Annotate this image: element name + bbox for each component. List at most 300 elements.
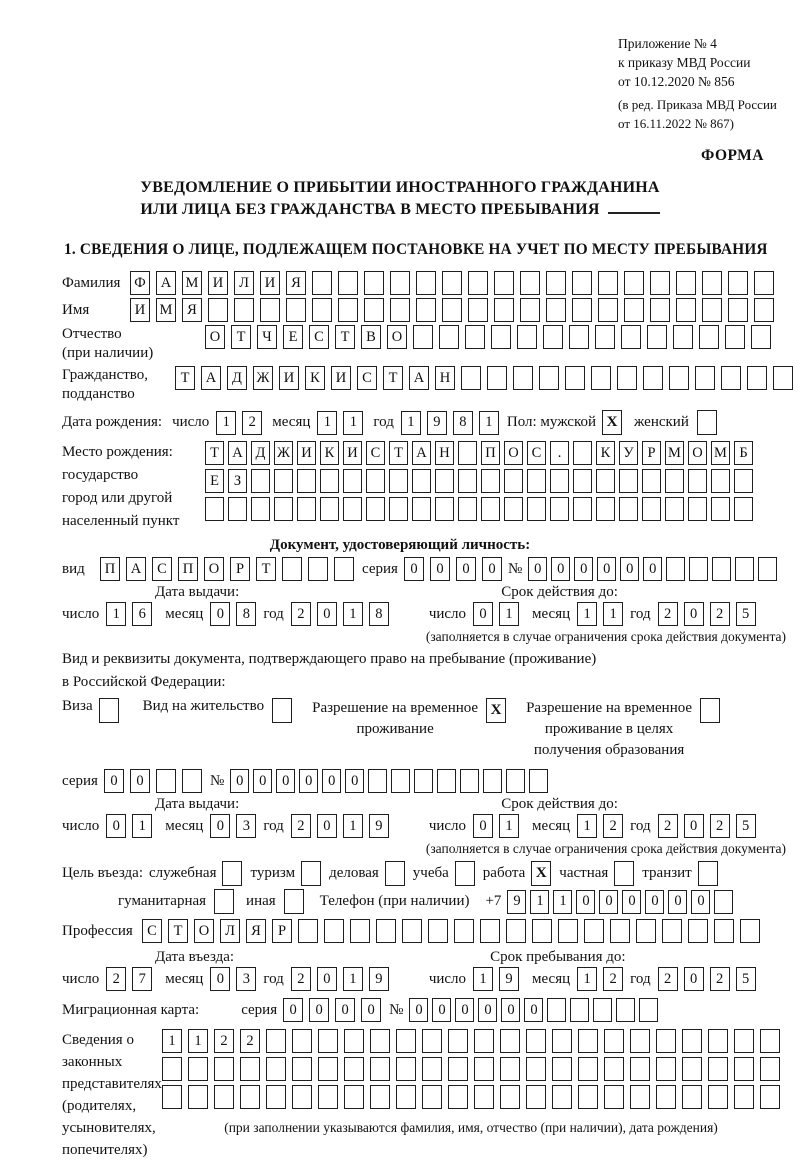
char-cell[interactable]: П	[178, 557, 198, 581]
char-cell[interactable]: 0	[309, 998, 329, 1022]
char-cell[interactable]	[460, 769, 479, 793]
char-cell[interactable]: 5	[736, 814, 756, 838]
char-cell[interactable]	[546, 298, 566, 322]
char-cell[interactable]: И	[343, 441, 362, 465]
char-cell[interactable]	[282, 557, 302, 581]
char-cell[interactable]	[292, 1057, 312, 1081]
birth-month-cells[interactable]	[317, 411, 363, 435]
char-cell[interactable]: 8	[236, 602, 256, 626]
char-cell[interactable]	[689, 557, 708, 581]
char-cell[interactable]: 5	[736, 602, 756, 626]
char-cell[interactable]	[708, 1057, 728, 1081]
char-cell[interactable]: 0	[299, 769, 318, 793]
char-cell[interactable]	[308, 557, 328, 581]
char-cell[interactable]	[286, 298, 306, 322]
char-cell[interactable]	[370, 1029, 390, 1053]
char-cell[interactable]	[543, 325, 563, 349]
char-cell[interactable]	[688, 469, 707, 493]
char-cell[interactable]	[402, 919, 422, 943]
char-cell[interactable]	[593, 998, 612, 1022]
transit-checkbox[interactable]	[698, 861, 718, 886]
char-cell[interactable]	[688, 919, 708, 943]
char-cell[interactable]	[320, 469, 339, 493]
char-cell[interactable]	[550, 469, 569, 493]
char-cell[interactable]	[208, 298, 228, 322]
char-cell[interactable]	[260, 298, 280, 322]
char-cell[interactable]: 0	[106, 814, 126, 838]
migration-series-cells[interactable]	[283, 998, 381, 1022]
char-cell[interactable]	[665, 497, 684, 521]
stay-series-cells[interactable]	[104, 769, 202, 793]
char-cell[interactable]	[728, 271, 748, 295]
char-cell[interactable]: М	[156, 298, 176, 322]
work-checkbox[interactable]: X	[531, 861, 551, 886]
char-cell[interactable]: М	[711, 441, 730, 465]
char-cell[interactable]	[412, 497, 431, 521]
char-cell[interactable]	[458, 497, 477, 521]
char-cell[interactable]: 0	[622, 890, 641, 914]
char-cell[interactable]: Л	[234, 271, 254, 295]
char-cell[interactable]	[494, 298, 514, 322]
char-cell[interactable]	[413, 325, 433, 349]
char-cell[interactable]: Е	[283, 325, 303, 349]
char-cell[interactable]	[725, 325, 745, 349]
char-cell[interactable]	[573, 441, 592, 465]
char-cell[interactable]	[458, 469, 477, 493]
doc-issue-month-cells[interactable]	[210, 602, 256, 626]
char-cell[interactable]	[506, 769, 525, 793]
char-cell[interactable]: 0	[130, 769, 150, 793]
char-cell[interactable]	[474, 1085, 494, 1109]
char-cell[interactable]	[364, 298, 384, 322]
char-cell[interactable]	[474, 1029, 494, 1053]
char-cell[interactable]	[396, 1057, 416, 1081]
char-cell[interactable]: 0	[430, 557, 450, 581]
char-cell[interactable]	[240, 1085, 260, 1109]
char-cell[interactable]: 0	[691, 890, 710, 914]
char-cell[interactable]: 0	[643, 557, 662, 581]
char-cell[interactable]	[448, 1085, 468, 1109]
char-cell[interactable]	[214, 1085, 234, 1109]
char-cell[interactable]	[491, 325, 511, 349]
char-cell[interactable]: Р	[642, 441, 661, 465]
char-cell[interactable]: 8	[453, 411, 473, 435]
char-cell[interactable]	[740, 919, 760, 943]
char-cell[interactable]: 2	[291, 602, 311, 626]
char-cell[interactable]: 0	[276, 769, 295, 793]
stay-until-month-cells[interactable]	[577, 967, 623, 991]
char-cell[interactable]: Б	[734, 441, 753, 465]
char-cell[interactable]	[665, 469, 684, 493]
char-cell[interactable]: 6	[132, 602, 152, 626]
char-cell[interactable]: И	[260, 271, 280, 295]
char-cell[interactable]	[370, 1057, 390, 1081]
firstname-cells[interactable]	[130, 298, 774, 322]
char-cell[interactable]	[573, 469, 592, 493]
char-cell[interactable]: 0	[317, 967, 337, 991]
char-cell[interactable]	[650, 271, 670, 295]
char-cell[interactable]: 0	[253, 769, 272, 793]
char-cell[interactable]	[412, 469, 431, 493]
char-cell[interactable]	[624, 271, 644, 295]
char-cell[interactable]: 0	[283, 998, 303, 1022]
char-cell[interactable]	[596, 497, 615, 521]
other-checkbox[interactable]	[284, 889, 304, 914]
char-cell[interactable]	[448, 1057, 468, 1081]
char-cell[interactable]: 1	[343, 814, 363, 838]
char-cell[interactable]	[647, 325, 667, 349]
char-cell[interactable]: 0	[528, 557, 547, 581]
char-cell[interactable]	[712, 557, 731, 581]
char-cell[interactable]	[343, 469, 362, 493]
official-checkbox[interactable]	[222, 861, 242, 886]
char-cell[interactable]: 1	[577, 814, 597, 838]
char-cell[interactable]	[439, 325, 459, 349]
birth-day-cells[interactable]	[216, 411, 262, 435]
char-cell[interactable]: 1	[473, 967, 493, 991]
study-checkbox[interactable]	[455, 861, 475, 886]
char-cell[interactable]	[676, 271, 696, 295]
char-cell[interactable]: 0	[599, 890, 618, 914]
char-cell[interactable]	[578, 1085, 598, 1109]
char-cell[interactable]: 0	[478, 998, 497, 1022]
char-cell[interactable]	[529, 769, 548, 793]
char-cell[interactable]	[504, 497, 523, 521]
char-cell[interactable]: Ж	[253, 366, 273, 390]
char-cell[interactable]	[711, 497, 730, 521]
char-cell[interactable]	[604, 1057, 624, 1081]
char-cell[interactable]: 2	[242, 411, 262, 435]
birthplace-row1-cells[interactable]	[205, 441, 753, 465]
char-cell[interactable]	[344, 1085, 364, 1109]
char-cell[interactable]	[435, 497, 454, 521]
char-cell[interactable]: З	[228, 469, 247, 493]
stay-issue-month-cells[interactable]	[210, 814, 256, 838]
char-cell[interactable]	[552, 1057, 572, 1081]
migration-number-cells[interactable]	[409, 998, 658, 1022]
char-cell[interactable]	[517, 325, 537, 349]
private-checkbox[interactable]	[614, 861, 634, 886]
char-cell[interactable]	[390, 298, 410, 322]
char-cell[interactable]	[578, 1029, 598, 1053]
char-cell[interactable]	[162, 1057, 182, 1081]
char-cell[interactable]: 0	[317, 602, 337, 626]
char-cell[interactable]	[513, 366, 533, 390]
char-cell[interactable]: 1	[317, 411, 337, 435]
char-cell[interactable]	[569, 325, 589, 349]
char-cell[interactable]	[656, 1029, 676, 1053]
char-cell[interactable]: 8	[369, 602, 389, 626]
char-cell[interactable]: А	[156, 271, 176, 295]
doc-series-cells[interactable]	[404, 557, 502, 581]
char-cell[interactable]: 0	[404, 557, 424, 581]
char-cell[interactable]	[312, 298, 332, 322]
char-cell[interactable]: 0	[456, 557, 476, 581]
humanitarian-checkbox[interactable]	[214, 889, 234, 914]
char-cell[interactable]	[527, 497, 546, 521]
char-cell[interactable]: В	[361, 325, 381, 349]
char-cell[interactable]: 2	[710, 602, 730, 626]
birthplace-row3-cells[interactable]	[205, 497, 753, 521]
char-cell[interactable]	[422, 1085, 442, 1109]
char-cell[interactable]	[721, 366, 741, 390]
char-cell[interactable]	[773, 366, 793, 390]
char-cell[interactable]: 9	[499, 967, 519, 991]
char-cell[interactable]: 1	[499, 602, 519, 626]
char-cell[interactable]	[481, 497, 500, 521]
stay-valid-day-cells[interactable]	[473, 814, 519, 838]
char-cell[interactable]	[595, 325, 615, 349]
char-cell[interactable]	[552, 1029, 572, 1053]
char-cell[interactable]	[552, 1085, 572, 1109]
char-cell[interactable]	[688, 497, 707, 521]
char-cell[interactable]	[343, 497, 362, 521]
doc-issue-year-cells[interactable]	[291, 602, 389, 626]
char-cell[interactable]	[708, 1085, 728, 1109]
char-cell[interactable]	[435, 469, 454, 493]
char-cell[interactable]	[682, 1029, 702, 1053]
char-cell[interactable]	[320, 497, 339, 521]
char-cell[interactable]	[526, 1029, 546, 1053]
char-cell[interactable]: Т	[383, 366, 403, 390]
char-cell[interactable]	[734, 1057, 754, 1081]
char-cell[interactable]	[366, 497, 385, 521]
char-cell[interactable]: Д	[251, 441, 270, 465]
char-cell[interactable]: 5	[736, 967, 756, 991]
stay-until-year-cells[interactable]	[658, 967, 756, 991]
char-cell[interactable]	[754, 271, 774, 295]
char-cell[interactable]	[422, 1057, 442, 1081]
char-cell[interactable]	[228, 497, 247, 521]
char-cell[interactable]	[616, 998, 635, 1022]
char-cell[interactable]: 0	[684, 967, 704, 991]
char-cell[interactable]	[565, 366, 585, 390]
char-cell[interactable]	[621, 325, 641, 349]
char-cell[interactable]	[266, 1029, 286, 1053]
char-cell[interactable]	[442, 298, 462, 322]
char-cell[interactable]: 0	[576, 890, 595, 914]
char-cell[interactable]	[454, 919, 474, 943]
char-cell[interactable]	[188, 1085, 208, 1109]
char-cell[interactable]: 0	[210, 967, 230, 991]
char-cell[interactable]	[416, 271, 436, 295]
char-cell[interactable]: 0	[409, 998, 428, 1022]
char-cell[interactable]: 1	[132, 814, 152, 838]
char-cell[interactable]	[598, 271, 618, 295]
char-cell[interactable]: Н	[435, 441, 454, 465]
char-cell[interactable]: И	[130, 298, 150, 322]
char-cell[interactable]	[636, 919, 656, 943]
char-cell[interactable]: К	[596, 441, 615, 465]
char-cell[interactable]	[728, 298, 748, 322]
char-cell[interactable]	[461, 366, 481, 390]
char-cell[interactable]	[376, 919, 396, 943]
char-cell[interactable]: Е	[205, 469, 224, 493]
char-cell[interactable]: О	[504, 441, 523, 465]
char-cell[interactable]	[699, 325, 719, 349]
char-cell[interactable]: 0	[668, 890, 687, 914]
char-cell[interactable]: Т	[389, 441, 408, 465]
char-cell[interactable]	[591, 366, 611, 390]
char-cell[interactable]	[619, 497, 638, 521]
char-cell[interactable]: 0	[210, 602, 230, 626]
char-cell[interactable]	[642, 469, 661, 493]
char-cell[interactable]	[669, 366, 689, 390]
char-cell[interactable]	[532, 919, 552, 943]
char-cell[interactable]	[751, 325, 771, 349]
char-cell[interactable]	[494, 271, 514, 295]
char-cell[interactable]	[442, 271, 462, 295]
char-cell[interactable]: 0	[473, 602, 493, 626]
char-cell[interactable]	[364, 271, 384, 295]
char-cell[interactable]: Н	[435, 366, 455, 390]
char-cell[interactable]	[572, 271, 592, 295]
char-cell[interactable]: 1	[401, 411, 421, 435]
char-cell[interactable]: 0	[551, 557, 570, 581]
char-cell[interactable]: .	[550, 441, 569, 465]
male-checkbox[interactable]: X	[602, 410, 622, 435]
char-cell[interactable]: 2	[603, 814, 623, 838]
char-cell[interactable]: О	[194, 919, 214, 943]
char-cell[interactable]: 1	[343, 411, 363, 435]
char-cell[interactable]	[448, 1029, 468, 1053]
char-cell[interactable]	[747, 366, 767, 390]
char-cell[interactable]: 0	[597, 557, 616, 581]
char-cell[interactable]: 2	[658, 814, 678, 838]
char-cell[interactable]	[182, 769, 202, 793]
char-cell[interactable]: 0	[322, 769, 341, 793]
doc-issue-day-cells[interactable]	[106, 602, 152, 626]
char-cell[interactable]	[702, 298, 722, 322]
representatives-row3-cells[interactable]	[162, 1085, 780, 1109]
char-cell[interactable]	[520, 271, 540, 295]
char-cell[interactable]	[578, 1057, 598, 1081]
char-cell[interactable]	[695, 366, 715, 390]
char-cell[interactable]	[547, 998, 566, 1022]
char-cell[interactable]	[422, 1029, 442, 1053]
char-cell[interactable]: 0	[230, 769, 249, 793]
char-cell[interactable]	[702, 271, 722, 295]
char-cell[interactable]: Т	[205, 441, 224, 465]
char-cell[interactable]: О	[205, 325, 225, 349]
stay-issue-day-cells[interactable]	[106, 814, 152, 838]
char-cell[interactable]	[550, 497, 569, 521]
char-cell[interactable]	[274, 469, 293, 493]
char-cell[interactable]: 2	[710, 814, 730, 838]
char-cell[interactable]: П	[100, 557, 120, 581]
char-cell[interactable]: 2	[106, 967, 126, 991]
char-cell[interactable]	[297, 469, 316, 493]
tourism-checkbox[interactable]	[301, 861, 321, 886]
char-cell[interactable]	[414, 769, 433, 793]
char-cell[interactable]: 0	[432, 998, 451, 1022]
birthplace-row2-cells[interactable]	[205, 469, 753, 493]
char-cell[interactable]: 0	[645, 890, 664, 914]
char-cell[interactable]: К	[305, 366, 325, 390]
char-cell[interactable]	[630, 1029, 650, 1053]
doc-number-cells[interactable]	[528, 557, 777, 581]
char-cell[interactable]: 0	[335, 998, 355, 1022]
surname-cells[interactable]	[130, 271, 774, 295]
char-cell[interactable]: С	[527, 441, 546, 465]
char-cell[interactable]	[481, 469, 500, 493]
char-cell[interactable]	[468, 298, 488, 322]
char-cell[interactable]: 1	[106, 602, 126, 626]
char-cell[interactable]	[734, 497, 753, 521]
char-cell[interactable]	[527, 469, 546, 493]
stay-valid-month-cells[interactable]	[577, 814, 623, 838]
char-cell[interactable]	[396, 1029, 416, 1053]
char-cell[interactable]	[656, 1085, 676, 1109]
char-cell[interactable]	[596, 469, 615, 493]
char-cell[interactable]	[754, 298, 774, 322]
char-cell[interactable]: 1	[577, 602, 597, 626]
char-cell[interactable]	[344, 1057, 364, 1081]
char-cell[interactable]: Ф	[130, 271, 150, 295]
char-cell[interactable]	[714, 919, 734, 943]
char-cell[interactable]	[344, 1029, 364, 1053]
char-cell[interactable]	[266, 1057, 286, 1081]
char-cell[interactable]: О	[204, 557, 224, 581]
char-cell[interactable]: Т	[168, 919, 188, 943]
char-cell[interactable]	[539, 366, 559, 390]
char-cell[interactable]	[760, 1085, 780, 1109]
char-cell[interactable]	[708, 1029, 728, 1053]
char-cell[interactable]: 2	[710, 967, 730, 991]
char-cell[interactable]	[526, 1057, 546, 1081]
char-cell[interactable]	[546, 271, 566, 295]
stay-issue-year-cells[interactable]	[291, 814, 389, 838]
doc-valid-day-cells[interactable]	[473, 602, 519, 626]
char-cell[interactable]	[428, 919, 448, 943]
char-cell[interactable]	[584, 919, 604, 943]
char-cell[interactable]	[624, 298, 644, 322]
char-cell[interactable]	[251, 469, 270, 493]
char-cell[interactable]	[500, 1029, 520, 1053]
char-cell[interactable]	[480, 919, 500, 943]
char-cell[interactable]	[274, 497, 293, 521]
char-cell[interactable]: О	[688, 441, 707, 465]
entry-year-cells[interactable]	[291, 967, 389, 991]
char-cell[interactable]	[760, 1057, 780, 1081]
char-cell[interactable]	[506, 919, 526, 943]
char-cell[interactable]	[338, 298, 358, 322]
char-cell[interactable]: 2	[291, 814, 311, 838]
female-checkbox[interactable]	[697, 410, 717, 435]
char-cell[interactable]	[391, 769, 410, 793]
char-cell[interactable]: 1	[553, 890, 572, 914]
char-cell[interactable]: 1	[343, 602, 363, 626]
char-cell[interactable]: М	[182, 271, 202, 295]
char-cell[interactable]	[370, 1085, 390, 1109]
char-cell[interactable]: Я	[182, 298, 202, 322]
char-cell[interactable]: А	[201, 366, 221, 390]
char-cell[interactable]	[474, 1057, 494, 1081]
stay-until-day-cells[interactable]	[473, 967, 519, 991]
char-cell[interactable]: 1	[530, 890, 549, 914]
representatives-row1-cells[interactable]	[162, 1029, 780, 1053]
char-cell[interactable]	[676, 298, 696, 322]
char-cell[interactable]	[389, 469, 408, 493]
char-cell[interactable]	[437, 769, 456, 793]
char-cell[interactable]	[240, 1057, 260, 1081]
char-cell[interactable]: 9	[507, 890, 526, 914]
char-cell[interactable]	[604, 1029, 624, 1053]
char-cell[interactable]: 9	[427, 411, 447, 435]
char-cell[interactable]: 1	[162, 1029, 182, 1053]
char-cell[interactable]: Ж	[274, 441, 293, 465]
char-cell[interactable]	[656, 1057, 676, 1081]
